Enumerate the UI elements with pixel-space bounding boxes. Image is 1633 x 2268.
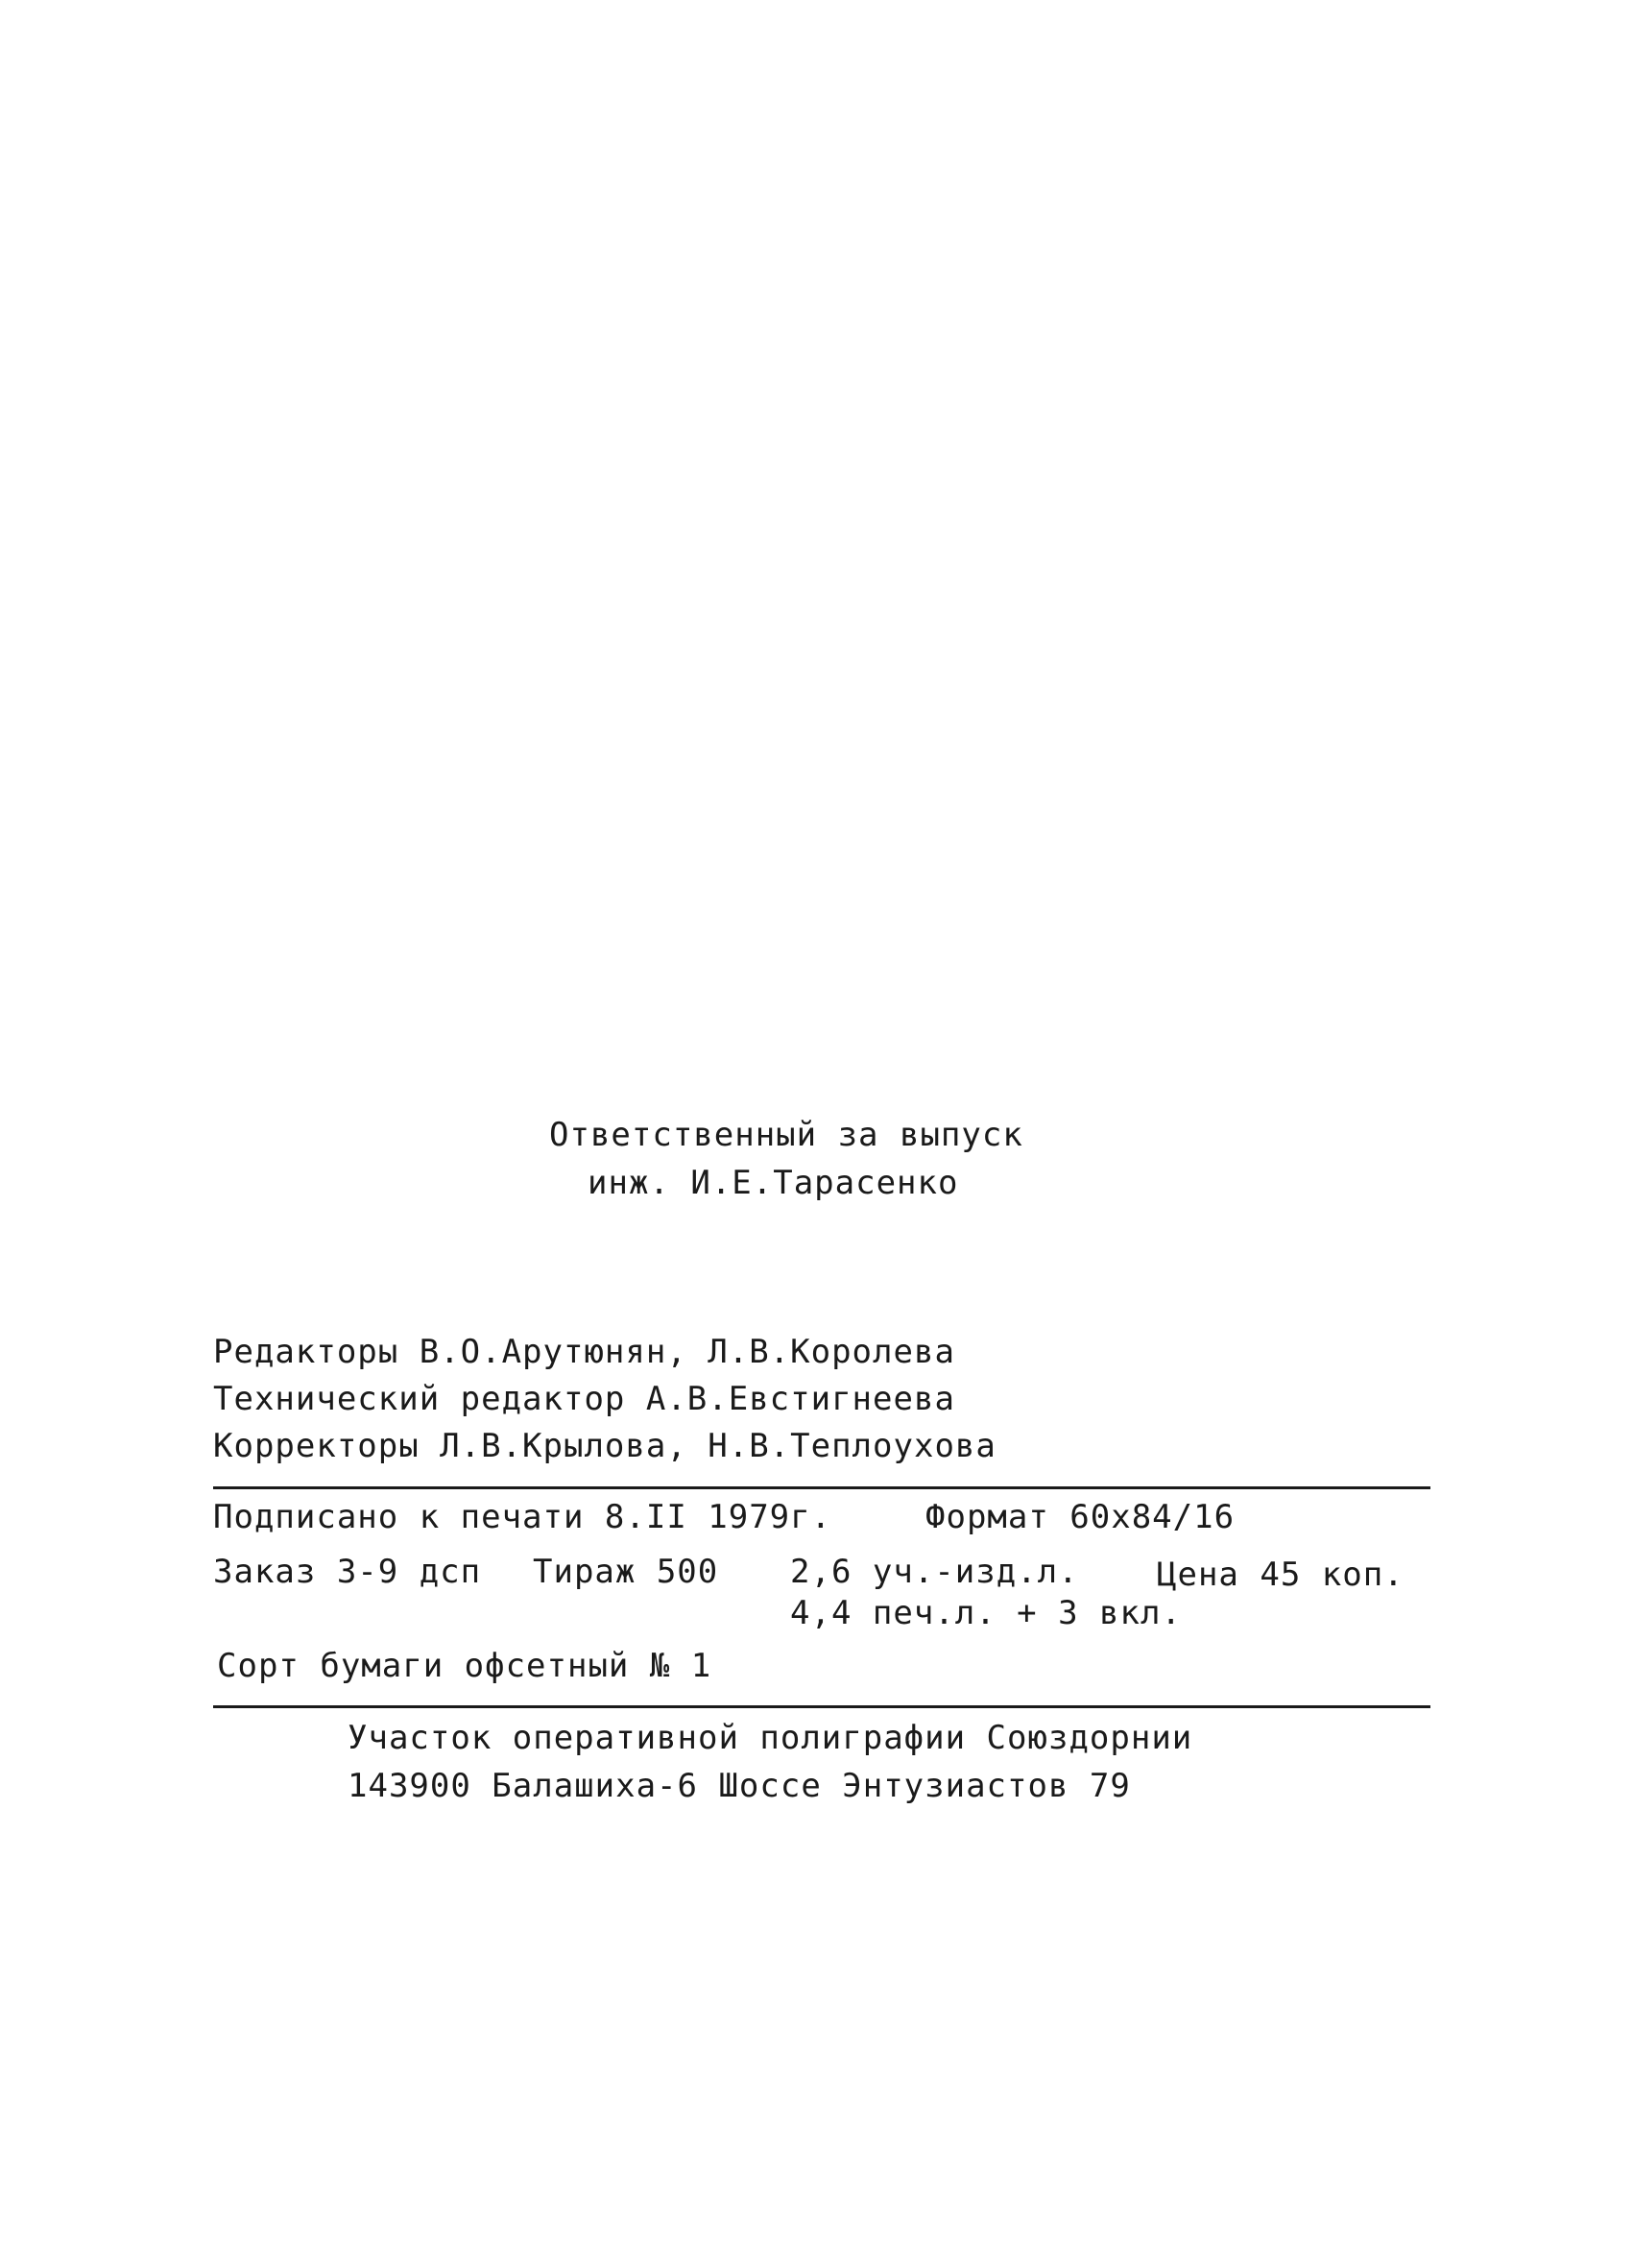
- signed-for-print: Подписано к печати 8.II 1979г.: [213, 1498, 832, 1536]
- responsible-title: Ответственный за выпуск: [549, 1116, 1023, 1154]
- tech-editor-line: Технический редактор А.В.Евстигнеева: [213, 1380, 955, 1418]
- price: Цена 45 коп.: [1157, 1556, 1405, 1594]
- printer-name: Участок оперативной полиграфии Союздорнии: [348, 1719, 1193, 1757]
- divider-top: [213, 1486, 1430, 1489]
- paper-grade: Сорт бумаги офсетный № 1: [217, 1647, 712, 1685]
- publishing-sheets: 2,6 уч.-изд.л.: [790, 1553, 1079, 1591]
- editors-line: Редакторы В.О.Арутюнян, Л.В.Королева: [213, 1333, 955, 1371]
- divider-bottom: [213, 1705, 1430, 1708]
- order-number: Заказ 3-9 дсп: [213, 1553, 482, 1591]
- responsible-name: инж. И.Е.Тарасенко: [588, 1164, 959, 1202]
- format-info: Формат 60х84/16: [925, 1498, 1236, 1536]
- printer-address: 143900 Балашиха-6 Шоссе Энтузиастов 79: [348, 1767, 1131, 1805]
- print-sheets: 4,4 печ.л. + 3 вкл.: [790, 1594, 1182, 1632]
- correctors-line: Корректоры Л.В.Крылова, Н.В.Теплоухова: [213, 1427, 997, 1465]
- print-run: Тираж 500: [533, 1553, 719, 1591]
